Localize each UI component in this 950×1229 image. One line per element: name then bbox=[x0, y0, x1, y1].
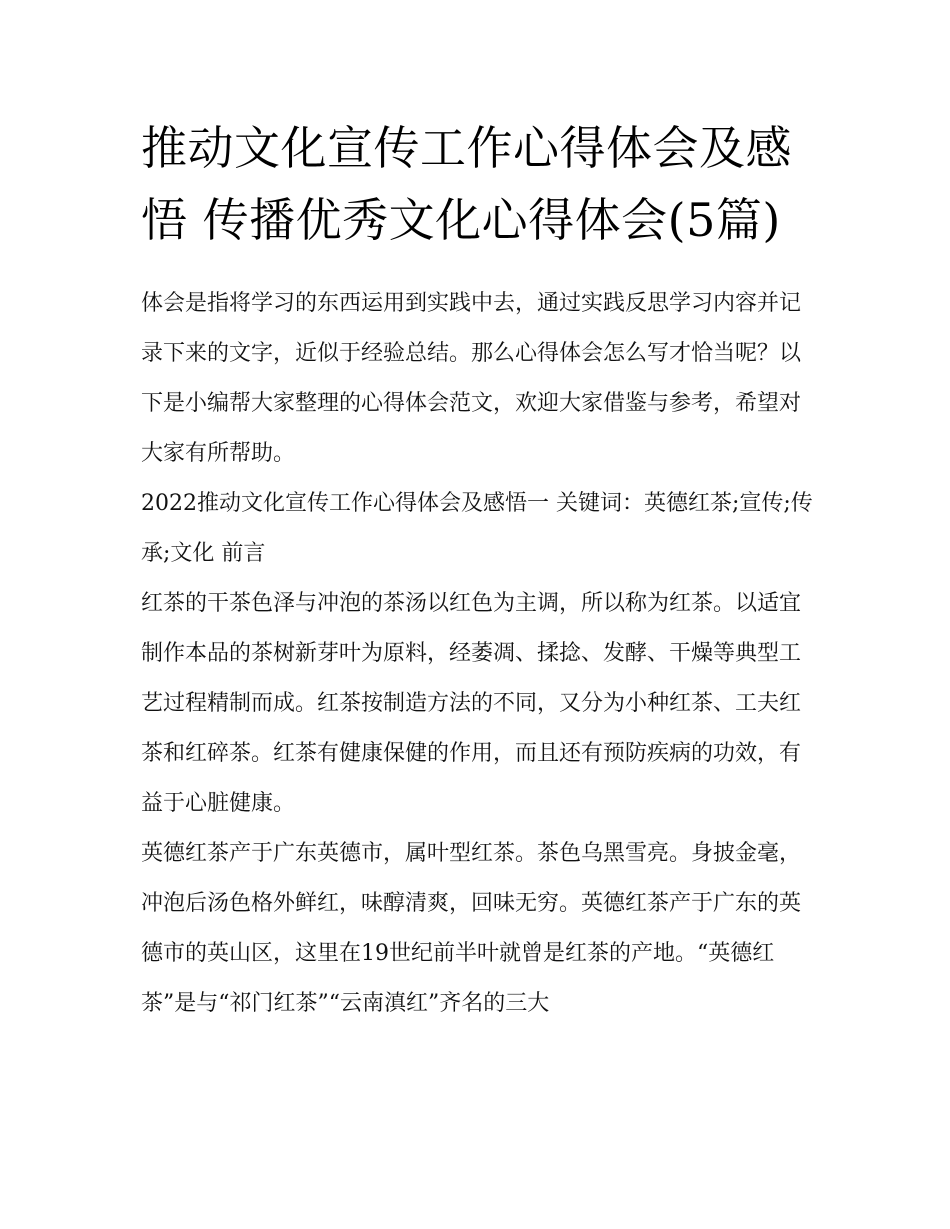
intro-paragraph: 体会是指将学习的东西运用到实践中去，通过实践反思学习内容并记录下来的文字，近似于经验总结。那么心得体会怎么写才恰当呢？以下是小编帮大家整理的心得体会范文，欢迎大家借鉴与参考，希望对大家有所帮助。 bbox=[141, 291, 802, 466]
keywords-paragraph: 2022推动文化宣传工作心得体会及感悟一 关键词：英德红茶;宣传;传承;文化 前言 bbox=[141, 491, 813, 566]
body-paragraph: 英德红茶产于广东英德市，属叶型红茶。茶色乌黑雪亮。身披金毫，冲泡后汤色格外鲜红，味醇清爽，回味无穷。英德红茶产于广东的英德市的英山区，这里在19世纪前半叶就曾是红茶的产地。“英德红茶”是与“祁门红茶”“云南滇红”齐名的三大 bbox=[141, 841, 802, 1016]
document-title: 推动文化宣传工作心得体会及感悟 传播优秀文化心得体会(5篇) bbox=[141, 121, 792, 247]
document-body bbox=[141, 112, 813, 1029]
body-paragraph: 红茶的干茶色泽与冲泡的茶汤以红色为主调，所以称为红茶。以适宜制作本品的茶树新芽叶为原料，经萎凋、揉捻、发酵、干燥等典型工艺过程精制而成。红茶按制造方法的不同，又分为小种红茶、工夫红茶和红碎茶。红茶有健康保健的作用，而且还有预防疾病的功效，有益于心脏健康。 bbox=[141, 591, 802, 816]
